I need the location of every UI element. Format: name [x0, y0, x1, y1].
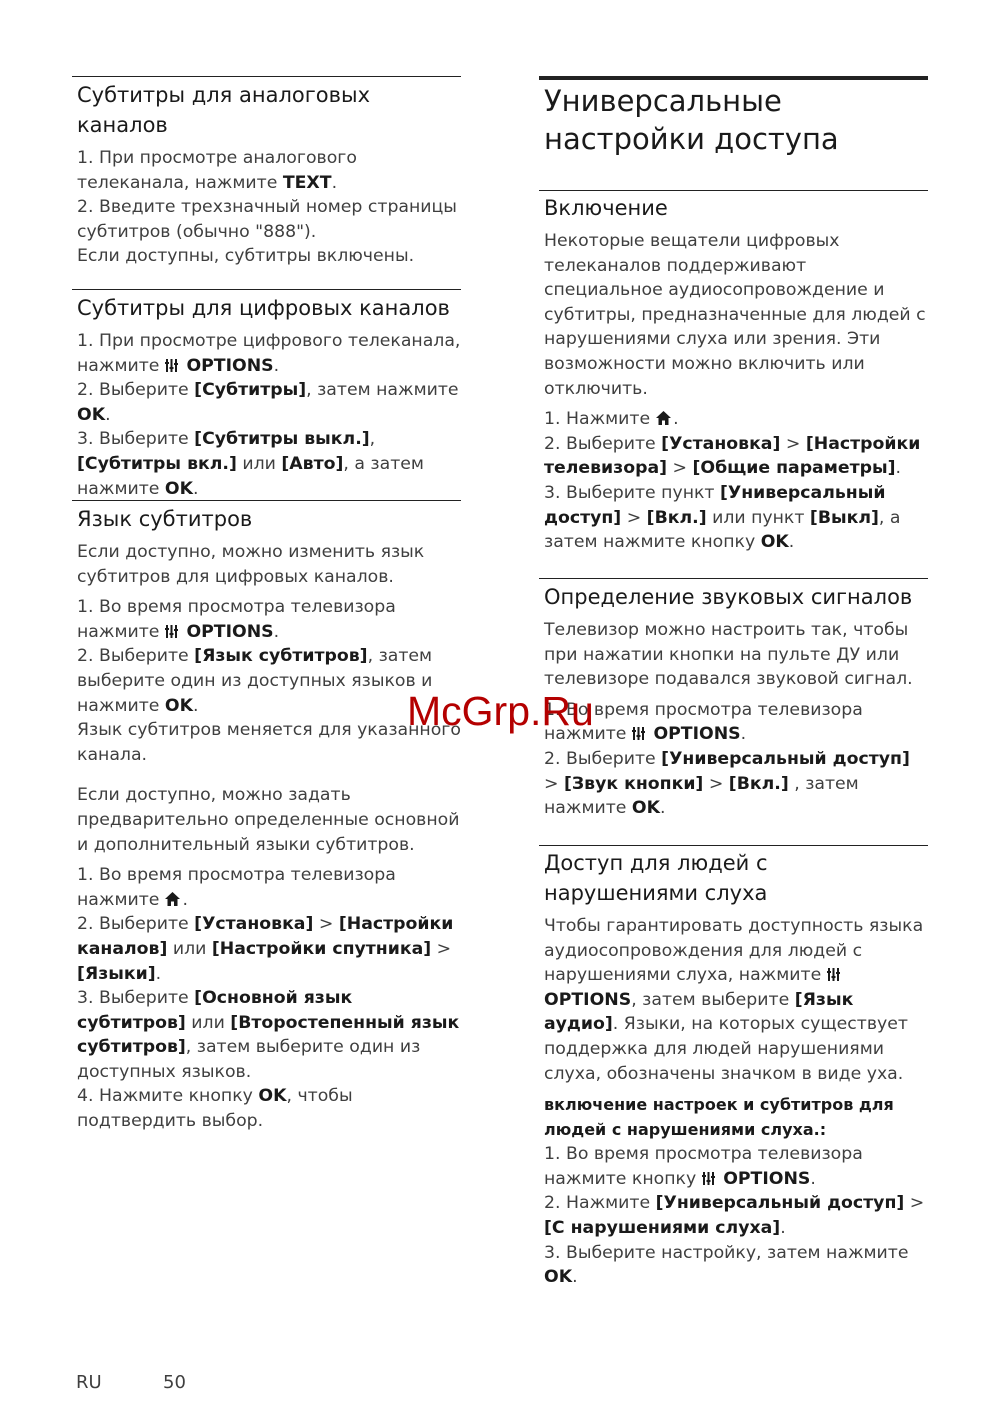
section-rule — [539, 578, 928, 579]
step-2: 2. Выберите [Установка] > [Настройки телевизора] > [Общие параметры]. — [544, 433, 921, 479]
section-rule — [72, 289, 461, 290]
section-subtitle-language — [77, 504, 461, 1134]
section-enable — [544, 193, 928, 555]
home-icon — [656, 411, 671, 425]
section-rule — [72, 500, 461, 501]
page-number: 50 — [163, 1372, 186, 1393]
watermark: McGrp.Ru — [407, 688, 594, 734]
note: Если доступны, субтитры включены. — [77, 246, 415, 267]
step-1: 1. При просмотре аналогового телеканала, нажмите TEXT. — [77, 148, 357, 193]
step-3b: 3. Выберите [Основной язык субтитров] или [Второстепенный язык субтитров], затем выберите один из доступных языков. — [77, 988, 460, 1082]
step-1: 1. Нажмите . — [544, 409, 679, 430]
section-digital-subtitles — [77, 293, 461, 501]
intro: Чтобы гарантировать доступность языка аудиосопровождения для людей с нарушениями слуха, нажмите OPTIONS, затем выберите [Язык аудио]. Языки, на которых существует поддержка для людей нарушениями слуха, обозначены значком в виде уха. — [544, 916, 924, 1084]
step-1b: 1. Во время просмотра телевизора нажмите . — [77, 865, 396, 910]
home-icon — [165, 892, 180, 906]
section-title: Включение — [544, 196, 668, 220]
section-analog-subtitles — [77, 80, 461, 269]
step-1: 1. При просмотре цифрового телеканала, нажмите OPTIONS. — [77, 331, 461, 376]
section-key-beep — [544, 582, 928, 821]
section-rule — [72, 76, 461, 77]
options-icon — [165, 625, 178, 638]
chapter-header — [544, 82, 928, 158]
step-2b: 2. Выберите [Установка] > [Настройки каналов] или [Настройки спутника] > [Языки]. — [77, 914, 454, 984]
step-2: 2. Нажмите [Универсальный доступ] > [С нарушениями слуха]. — [544, 1193, 925, 1238]
step-4b: 4. Нажмите кнопку OK, чтобы подтвердить выбор. — [77, 1086, 353, 1132]
section-hearing-impaired — [544, 848, 928, 1290]
options-icon — [702, 1172, 715, 1185]
step-3: 3. Выберите [Субтитры выкл.], [Субтитры вкл.] или [Авто], а затем нажмите OK. — [77, 429, 424, 499]
section-rule — [539, 845, 928, 846]
step-3: 3. Выберите настройку, затем нажмите OK. — [544, 1242, 909, 1288]
step-1: 1. Во время просмотра телевизора нажмите OPTIONS. — [77, 597, 396, 642]
note: Язык субтитров меняется для указанного канала. — [77, 720, 461, 765]
section-title: Определение звуковых сигналов — [544, 585, 913, 609]
intro: Телевизор можно настроить так, чтобы при нажатии кнопки на пульте ДУ или телевизоре подавался звуковой сигнал. — [544, 620, 913, 690]
step-2: 2. Выберите [Язык субтитров], затем выберите один из доступных языков и нажмите OK. — [77, 646, 433, 716]
options-icon — [632, 727, 645, 740]
options-icon — [165, 359, 178, 372]
step-2: 2. Выберите [Субтитры], затем нажмите OK. — [77, 380, 459, 425]
subheading: включение настроек и субтитров для людей с нарушениями слуха.: — [544, 1095, 894, 1140]
intro: Некоторые вещатели цифровых телеканалов поддерживают специальное аудиосопровождение и субтитры, предназначенные для людей с нарушениями слуха или зрения. Эти возможности можно включить или отключить. — [544, 231, 926, 399]
step-2: 2. Введите трехзначный номер страницы субтитров (обычно "888"). — [77, 197, 457, 242]
footer-language: RU — [76, 1372, 102, 1393]
section-title: Субтитры для цифровых каналов — [77, 296, 450, 320]
page-title: Универсальные настройки доступа — [544, 84, 839, 156]
step-1: 1. Во время просмотра телевизора нажмите OPTIONS. — [544, 699, 863, 745]
section-rule — [539, 190, 928, 191]
section-title: Доступ для людей с нарушениями слуха — [544, 851, 768, 905]
step-1: 1. Во время просмотра телевизора нажмите кнопку OPTIONS. — [544, 1144, 863, 1189]
section-title: Язык субтитров — [77, 507, 253, 531]
intro: Если доступно, можно изменить язык субтитров для цифровых каналов. — [77, 542, 425, 587]
step-3: 3. Выберите пункт [Универсальный доступ] > [Вкл.] или пункт [Выкл], а затем нажмите кнопку OK. — [544, 482, 901, 553]
section-title: Субтитры для аналоговых каналов — [77, 83, 370, 137]
step-2: 2. Выберите [Универсальный доступ] > [Звук кнопки] > [Вкл.] , затем нажмите OK. — [544, 748, 910, 819]
options-icon — [827, 968, 840, 981]
intro-2: Если доступно, можно задать предварительно определенные основной и дополнительный языки субтитров. — [77, 785, 460, 855]
chapter-rule — [539, 76, 928, 80]
